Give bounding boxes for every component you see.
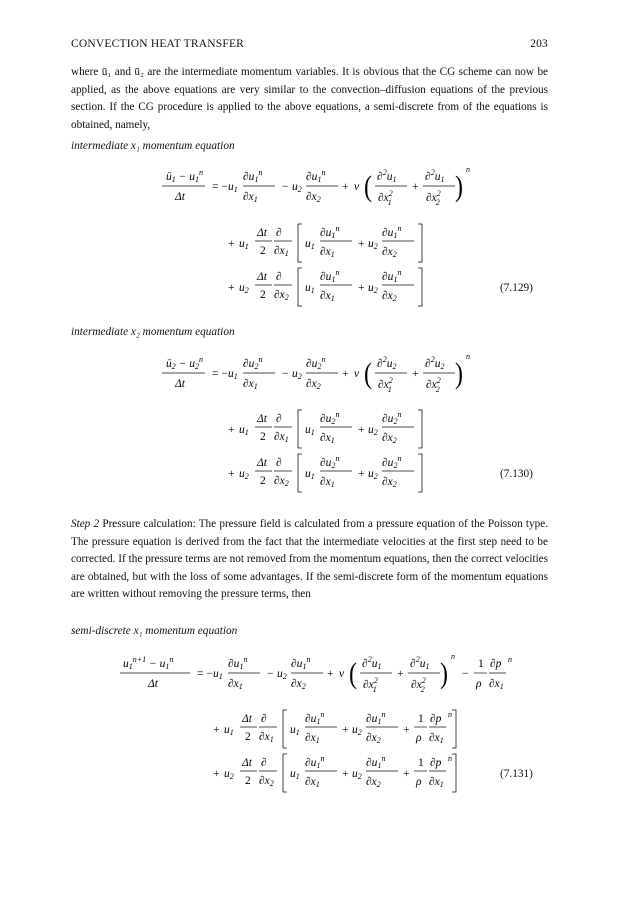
svg-text:∂u1n: ∂u1$^n$: [382, 224, 402, 240]
svg-text:u2: u2: [292, 368, 302, 381]
svg-text:n: n: [448, 710, 452, 719]
svg-text:∂x2: ∂x2: [382, 432, 397, 445]
svg-text:u1n+1 − u1n: $u1^{n+1} - u1^n$: [123, 655, 174, 671]
svg-text:Δt: Δt: [242, 713, 252, 725]
svg-text:ū1 − u1n: ū1 − $u1^n$: [166, 168, 204, 184]
svg-text:u2: u2: [292, 181, 302, 194]
svg-text:∂x2: ∂x2: [274, 289, 289, 302]
svg-text:∂x1: ∂x1: [228, 678, 243, 691]
svg-text:∂x22: $\partial x^2$ 2: [411, 676, 426, 694]
svg-text:∂: ∂: [276, 457, 282, 469]
svg-text:∂x1: ∂x1: [305, 732, 320, 745]
svg-text:n: n: [448, 754, 452, 763]
svg-text:u2: u2: [277, 668, 287, 681]
equation-number-7-130: (7.130): [500, 468, 533, 480]
svg-text:+: +: [358, 424, 365, 436]
eq129-line3: [228, 268, 422, 306]
svg-text:+: +: [412, 368, 419, 380]
svg-text:= −: = −: [212, 181, 228, 193]
svg-text:= −: = −: [197, 668, 213, 680]
svg-text:∂x1: ∂x1: [320, 432, 335, 445]
svg-text:u1: u1: [290, 724, 300, 737]
equation-number-7-129: (7.129): [500, 282, 533, 294]
svg-text:∂x2: ∂x2: [382, 246, 397, 259]
svg-text:∂2u1: ∂$^2$u1: [425, 168, 445, 184]
svg-text:∂u1n: ∂u1$^n$: [366, 710, 386, 726]
svg-text:∂x2: ∂x2: [366, 732, 381, 745]
svg-text:n: n: [451, 652, 455, 661]
svg-text:∂x1: ∂x1: [305, 776, 320, 789]
svg-text:∂x2: ∂x2: [306, 378, 321, 391]
svg-text:Δt: Δt: [257, 457, 267, 469]
svg-text:u1: u1: [305, 238, 315, 251]
svg-text:∂x2: ∂x2: [306, 191, 321, 204]
svg-text:∂x21: $\partial x^2$ 1: [378, 376, 393, 394]
heading-intermediate-x2: intermediate x₂ momentum equation: [71, 326, 235, 338]
page-number: 203: [530, 38, 548, 50]
svg-text:+: +: [342, 181, 349, 193]
svg-text:u2: u2: [352, 724, 362, 737]
svg-text:u1: u1: [305, 282, 315, 295]
svg-text:∂: ∂: [276, 227, 282, 239]
svg-text:(: (: [364, 169, 372, 203]
svg-text:2: 2: [260, 475, 266, 487]
svg-text:+: +: [213, 724, 220, 736]
svg-text:∂u1n: ∂u1$^n$: [243, 168, 263, 184]
svg-text:1: 1: [478, 658, 484, 670]
svg-text:∂p: ∂p: [430, 757, 442, 769]
svg-text:n: n: [466, 165, 470, 174]
svg-text:∂u2n: ∂u2$^n$: [320, 454, 340, 470]
svg-text:∂u1n: ∂u1$^n$: [320, 268, 340, 284]
svg-text:u1: u1: [213, 668, 223, 681]
svg-text:u2: u2: [239, 282, 249, 295]
svg-text:2: 2: [245, 731, 251, 743]
svg-text:2: 2: [260, 289, 266, 301]
svg-text:∂x1: ∂x1: [274, 245, 289, 258]
svg-text:ν: ν: [354, 368, 360, 380]
svg-text:∂x1: ∂x1: [320, 246, 335, 259]
svg-text:1: 1: [418, 757, 424, 769]
svg-text:∂x2: ∂x2: [291, 678, 306, 691]
svg-text:∂u1n: ∂u1$^n$: [366, 754, 386, 770]
svg-text:∂x1: ∂x1: [489, 678, 504, 691]
svg-text:+: +: [228, 282, 235, 294]
svg-text:∂x1: ∂x1: [320, 290, 335, 303]
svg-text:∂x2: ∂x2: [259, 775, 274, 788]
eq130-line1: [162, 352, 470, 394]
heading-intermediate-x1: intermediate x₁ momentum equation: [71, 140, 235, 152]
eq130-line2: [228, 410, 422, 448]
svg-text:∂: ∂: [261, 713, 267, 725]
svg-text:∂2u2: ∂$^2$u2: [377, 355, 397, 371]
equation-7-131: [0, 640, 619, 840]
svg-text:∂u2n: ∂u2$^n$: [320, 410, 340, 426]
eq129-line1: [162, 165, 470, 207]
svg-text:∂u2n: ∂u2$^n$: [382, 410, 402, 426]
equation-7-129: [0, 0, 619, 320]
svg-text:∂2u1: ∂$^2$u1: [377, 168, 397, 184]
svg-text:∂p: ∂p: [490, 658, 502, 670]
svg-text:∂x21: $\partial x^2$ 1: [363, 676, 378, 694]
svg-text:u2: u2: [239, 468, 249, 481]
eq129-line2: [228, 224, 422, 262]
svg-text:u1: u1: [224, 724, 234, 737]
svg-text:u2: u2: [368, 468, 378, 481]
svg-text:∂u2n: ∂u2$^n$: [382, 454, 402, 470]
svg-text:u1: u1: [239, 424, 249, 437]
svg-text:2: 2: [260, 431, 266, 443]
svg-text:∂x1: ∂x1: [274, 431, 289, 444]
svg-text:+: +: [358, 238, 365, 250]
svg-text:Δt: Δt: [175, 378, 185, 390]
step2-label: Step 2: [71, 518, 100, 530]
svg-text:): ): [440, 656, 448, 690]
svg-text:−: −: [462, 668, 469, 680]
svg-text:Δt: Δt: [148, 678, 158, 690]
svg-text:u1: u1: [239, 238, 249, 251]
eq131-line3: [213, 754, 456, 792]
svg-text:(: (: [364, 356, 372, 390]
svg-text:∂x22: $\partial x^2$ 2: [426, 189, 441, 207]
svg-text:∂u1n: ∂u1$^n$: [291, 655, 311, 671]
svg-text:u1: u1: [305, 468, 315, 481]
svg-text:∂x2: ∂x2: [366, 776, 381, 789]
svg-text:+: +: [412, 181, 419, 193]
svg-text:+: +: [403, 724, 410, 736]
svg-text:∂x21: $\partial x^2$ 1: [378, 189, 393, 207]
heading-semi-discrete-x1: semi-discrete x₁ momentum equation: [71, 625, 238, 637]
svg-text:∂x1: ∂x1: [243, 191, 258, 204]
svg-text:ρ: ρ: [476, 678, 482, 690]
svg-text:+: +: [327, 668, 334, 680]
svg-text:∂u1n: ∂u1$^n$: [306, 168, 326, 184]
svg-text:∂u1n: ∂u1$^n$: [382, 268, 402, 284]
svg-text:(: (: [349, 656, 357, 690]
svg-text:∂x1: ∂x1: [429, 732, 444, 745]
equation-7-130: [0, 340, 619, 540]
svg-text:u1: u1: [228, 181, 238, 194]
svg-text:∂x1: ∂x1: [243, 378, 258, 391]
svg-text:∂u1n: ∂u1$^n$: [228, 655, 248, 671]
intro-paragraph: where ū₁ and ū₂ are the intermediate momentum variables. It is obvious that the CG scheme can now be applied, as the above equations are very similar to the convection–diffusion equations of the previous section. If the CG procedure is applied to the above equations, a semi-discrete from of the equations is obtained, namely,: [71, 66, 548, 131]
svg-text:ν: ν: [339, 668, 345, 680]
svg-text:∂: ∂: [261, 757, 267, 769]
svg-text:+: +: [403, 768, 410, 780]
svg-text:ν: ν: [354, 181, 360, 193]
svg-text:): ): [455, 169, 463, 203]
svg-text:ρ: ρ: [416, 776, 422, 788]
svg-text:+: +: [228, 424, 235, 436]
svg-text:Δt: Δt: [257, 271, 267, 283]
eq131-line1: [120, 652, 512, 694]
svg-text:+: +: [397, 668, 404, 680]
svg-text:∂2u1: ∂$^2$u1: [362, 655, 382, 671]
svg-text:+: +: [342, 724, 349, 736]
svg-text:u2: u2: [224, 768, 234, 781]
svg-text:∂2u1: ∂$^2$u1: [410, 655, 430, 671]
svg-text:−: −: [282, 368, 289, 380]
svg-text:∂: ∂: [276, 413, 282, 425]
eq130-line3: [228, 454, 422, 492]
svg-text:∂x1: ∂x1: [259, 731, 274, 744]
svg-text:u2: u2: [368, 424, 378, 437]
svg-text:+: +: [358, 282, 365, 294]
step2-paragraph: [71, 516, 548, 604]
svg-text:Δt: Δt: [257, 413, 267, 425]
svg-text:u1: u1: [228, 368, 238, 381]
svg-text:+: +: [228, 468, 235, 480]
svg-text:Δt: Δt: [242, 757, 252, 769]
svg-text:+: +: [213, 768, 220, 780]
svg-text:∂x2: ∂x2: [382, 476, 397, 489]
svg-text:Δt: Δt: [175, 191, 185, 203]
svg-text:∂u1n: ∂u1$^n$: [320, 224, 340, 240]
svg-text:∂: ∂: [276, 271, 282, 283]
svg-text:1: 1: [418, 713, 424, 725]
svg-text:∂p: ∂p: [430, 713, 442, 725]
svg-text:n: n: [466, 352, 470, 361]
svg-text:+: +: [342, 768, 349, 780]
svg-text:+: +: [228, 238, 235, 250]
svg-text:∂u1n: ∂u1$^n$: [305, 710, 325, 726]
svg-text:ū2 − u2n: ū2 − $u2^n$: [166, 355, 204, 371]
svg-text:−: −: [267, 668, 274, 680]
svg-text:∂x22: $\partial x^2$ 2: [426, 376, 441, 394]
svg-text:−: −: [282, 181, 289, 193]
svg-text:+: +: [358, 468, 365, 480]
svg-text:∂2u2: ∂$^2$u2: [425, 355, 445, 371]
svg-text:∂x2: ∂x2: [382, 290, 397, 303]
equation-number-7-131: (7.131): [500, 768, 533, 780]
svg-text:∂x1: ∂x1: [320, 476, 335, 489]
eq131-line2: [213, 710, 456, 748]
svg-text:u2: u2: [368, 238, 378, 251]
svg-text:∂u2n: ∂u2$^n$: [306, 355, 326, 371]
svg-text:2: 2: [260, 245, 266, 257]
svg-text:Δt: Δt: [257, 227, 267, 239]
svg-text:∂x2: ∂x2: [274, 475, 289, 488]
svg-text:2: 2: [245, 775, 251, 787]
step2-text: Pressure calculation: The pressure field is calculated from a pressure equation of the Poisson type. The pressure equation is derived from the fact that the intermediate velocities at the first step need to be corrected. If the pressure terms are not removed from the momentum equations, then the correct velocities are obtained, but with the loss of some advantages. If the semi-discrete form of the momentum equations are written without removing the pressure terms, then: [71, 518, 548, 600]
svg-text:u1: u1: [290, 768, 300, 781]
svg-text:+: +: [342, 368, 349, 380]
svg-text:∂u1n: ∂u1$^n$: [305, 754, 325, 770]
svg-text:u2: u2: [368, 282, 378, 295]
svg-text:u1: u1: [305, 424, 315, 437]
svg-text:ρ: ρ: [416, 732, 422, 744]
svg-text:∂u2n: ∂u2$^n$: [243, 355, 263, 371]
svg-text:): ): [455, 356, 463, 390]
svg-text:u2: u2: [352, 768, 362, 781]
svg-text:n: n: [508, 655, 512, 664]
header-title: CONVECTION HEAT TRANSFER: [71, 38, 245, 50]
svg-text:= −: = −: [212, 368, 228, 380]
svg-text:∂x1: ∂x1: [429, 776, 444, 789]
